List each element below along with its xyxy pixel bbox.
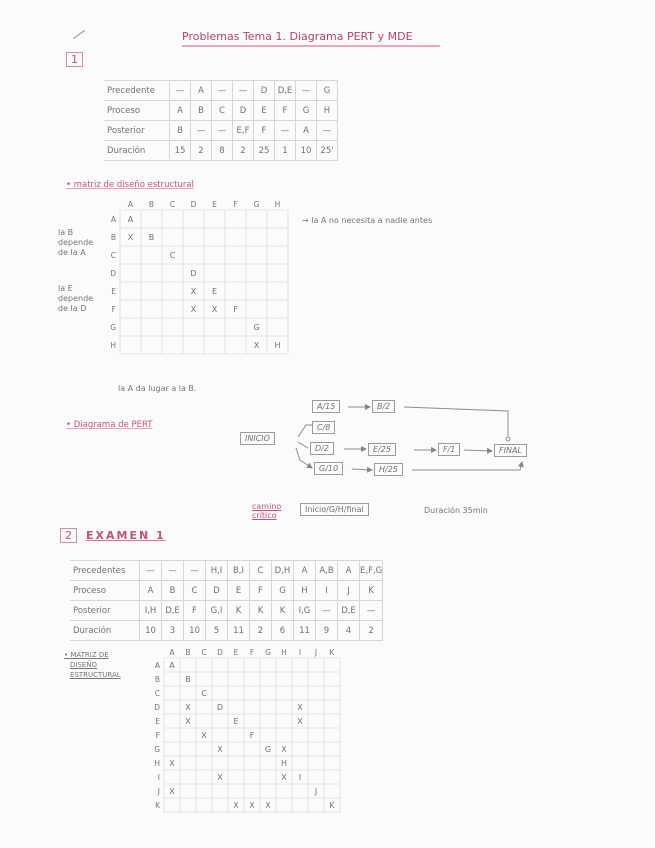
table-cell: I,H xyxy=(140,601,162,621)
table-cell: — xyxy=(233,81,254,101)
junction-final xyxy=(506,437,510,441)
column-header: K xyxy=(329,648,335,657)
process-table-2 xyxy=(70,560,383,641)
diagonal-label: D xyxy=(190,269,197,278)
column-header: C xyxy=(169,200,176,209)
column-header: B xyxy=(185,648,191,657)
table-row xyxy=(70,561,383,581)
column-header: A xyxy=(169,648,175,657)
table-cell: B xyxy=(162,581,184,601)
diagonal-label: K xyxy=(329,801,335,810)
table-cell: 10 xyxy=(296,141,317,161)
dependency-mark: X xyxy=(190,305,197,314)
dependency-mark: X xyxy=(127,233,134,242)
table-cell: 4 xyxy=(338,621,360,641)
dependency-mark: X xyxy=(201,731,207,740)
diagonal-label: B xyxy=(185,675,191,684)
table-cell: A,B xyxy=(316,561,338,581)
table-cell: K xyxy=(250,601,272,621)
table-cell: D,H xyxy=(272,561,294,581)
table-cell: A xyxy=(170,101,191,121)
table-cell: A xyxy=(140,581,162,601)
table-cell: J xyxy=(338,581,360,601)
row-header: A xyxy=(110,215,116,224)
table-row xyxy=(70,601,383,621)
table-cell: 3 xyxy=(162,621,184,641)
table-cell: E xyxy=(228,581,250,601)
arrow-inicio-c xyxy=(298,425,312,437)
dependency-mark: X xyxy=(265,801,271,810)
table-cell: D xyxy=(254,81,275,101)
table-cell: 2 xyxy=(250,621,272,641)
row-header: D xyxy=(154,703,160,712)
row-header: B xyxy=(110,233,116,242)
column-header: D xyxy=(190,200,197,209)
diagonal-label: E xyxy=(211,287,218,296)
table-cell: — xyxy=(360,601,383,621)
table-cell: B,I xyxy=(228,561,250,581)
table-cell: G xyxy=(272,581,294,601)
table-cell: 6 xyxy=(272,621,294,641)
diagonal-label: J xyxy=(314,787,318,796)
pert-node-e: E/25 xyxy=(368,443,396,456)
pert-node-a: A/15 xyxy=(312,400,340,413)
pert-node-g: G/10 xyxy=(314,462,343,475)
table-cell: C xyxy=(250,561,272,581)
section-2-number: 2 xyxy=(60,528,77,543)
row-header: G xyxy=(110,323,116,332)
diagonal-label: H xyxy=(280,759,288,768)
column-header: C xyxy=(201,648,207,657)
row-header: F xyxy=(111,305,116,314)
row-header: I xyxy=(157,773,160,782)
row-header: B xyxy=(154,675,160,684)
pert-node-c: C/8 xyxy=(312,421,335,434)
table-cell: D,E xyxy=(162,601,184,621)
table-cell: 15 xyxy=(170,141,191,161)
pert-node-d: D/2 xyxy=(310,442,334,455)
table-cell: 2 xyxy=(360,621,383,641)
table-cell: E,F,G xyxy=(360,561,383,581)
row-header: H xyxy=(154,759,160,768)
table-row xyxy=(70,581,383,601)
dependency-mark: X xyxy=(297,717,303,726)
table-cell: C xyxy=(184,581,206,601)
table-cell: D xyxy=(233,101,254,121)
critical-path-value: Inicio/G/H/final xyxy=(300,503,369,516)
column-header: H xyxy=(281,648,287,657)
section-1-number: 1 xyxy=(66,52,83,67)
diagonal-label: I xyxy=(298,773,302,782)
column-header: G xyxy=(253,200,260,209)
table-cell: — xyxy=(212,121,233,141)
pert-node-final: FINAL xyxy=(494,444,527,457)
table-cell: — xyxy=(184,561,206,581)
column-header: J xyxy=(314,648,318,657)
table-cell: F xyxy=(250,581,272,601)
column-header: F xyxy=(249,648,255,657)
table-cell: A xyxy=(296,121,317,141)
dependency-mark: X xyxy=(253,341,260,350)
column-header: I xyxy=(298,648,302,657)
matrix-2-heading-line-3: ESTRUCTURAL xyxy=(70,671,121,679)
table-cell: I,G xyxy=(294,601,316,621)
table-cell: H xyxy=(294,581,316,601)
arrow-h-final xyxy=(412,462,522,470)
exam-title: EXAMEN 1 xyxy=(86,529,166,542)
table-cell: — xyxy=(316,601,338,621)
row-header: J xyxy=(157,787,160,796)
diagonal-label: F xyxy=(233,305,238,314)
bullet: • xyxy=(66,180,74,190)
row-header: C xyxy=(154,689,160,698)
row-header: G xyxy=(154,745,160,754)
table-cell: A xyxy=(191,81,212,101)
diagonal-label: A xyxy=(127,215,134,224)
row-label: Proceso xyxy=(104,101,170,121)
matrix-2-heading-line-2: DISEÑO xyxy=(70,661,98,669)
table-cell: 2 xyxy=(191,141,212,161)
matrix-2-heading xyxy=(64,650,121,680)
table-cell: — xyxy=(191,121,212,141)
table-cell: — xyxy=(170,81,191,101)
row-header: A xyxy=(154,661,160,670)
diagonal-label: G xyxy=(264,745,272,754)
table-cell: 2 xyxy=(233,141,254,161)
row-label: Posterior xyxy=(104,121,170,141)
table-cell: 25 xyxy=(254,141,275,161)
table-cell: F xyxy=(275,101,296,121)
table-cell: B xyxy=(170,121,191,141)
dependency-mark: X xyxy=(281,773,287,782)
row-label: Precedentes xyxy=(70,561,140,581)
matrix-1-note-right: → la A no necesita a nadie antes xyxy=(302,216,433,225)
row-label: Duración xyxy=(70,621,140,641)
row-label: Posterior xyxy=(70,601,140,621)
dependency-mark: X xyxy=(233,801,239,810)
table-cell: — xyxy=(162,561,184,581)
matrix-1-heading: • matriz de diseño estructural xyxy=(66,180,194,190)
arrow-b-final xyxy=(404,407,508,436)
diagonal-label: C xyxy=(201,689,207,698)
row-header: C xyxy=(110,251,116,260)
table-row xyxy=(70,621,383,641)
dependency-mark: X xyxy=(249,801,255,810)
table-cell: D,E xyxy=(338,601,360,621)
table-cell: A xyxy=(294,561,316,581)
matrix-1-note-left-2: la E depende de la D xyxy=(58,284,94,313)
dependency-mark: X xyxy=(190,287,197,296)
column-header: D xyxy=(217,648,223,657)
table-cell: 10 xyxy=(184,621,206,641)
table-cell: — xyxy=(140,561,162,581)
row-header: E xyxy=(111,287,116,296)
dependency-mark: X xyxy=(211,305,218,314)
row-label: Proceso xyxy=(70,581,140,601)
page-title: Problemas Tema 1. Diagrama PERT y MDE xyxy=(182,30,413,43)
matrix-1-note-left-1: la B depende de la A xyxy=(58,228,94,257)
diagonal-label: C xyxy=(169,251,176,260)
table-cell: A xyxy=(338,561,360,581)
table-cell: 25' xyxy=(317,141,338,161)
column-header: H xyxy=(274,200,281,209)
diagonal-label: F xyxy=(249,731,255,740)
pert-node-h: H/25 xyxy=(374,463,403,476)
pert-node-b: B/2 xyxy=(372,400,395,413)
table-cell: 10 xyxy=(140,621,162,641)
matrix-1-note-bottom: la A da lugar a la B. xyxy=(118,384,197,393)
table-cell: 8 xyxy=(212,141,233,161)
table-cell: 9 xyxy=(316,621,338,641)
diagonal-label: H xyxy=(274,341,281,350)
column-header: E xyxy=(233,648,239,657)
table-cell: G xyxy=(296,101,317,121)
diagonal-label: B xyxy=(148,233,155,242)
table-cell: F xyxy=(254,121,275,141)
column-header: E xyxy=(212,200,217,209)
arrow-g-h xyxy=(352,469,372,470)
table-cell: 11 xyxy=(228,621,250,641)
column-header: G xyxy=(265,648,271,657)
arrow-inicio-d xyxy=(298,442,308,448)
row-header: K xyxy=(155,801,160,810)
row-header: D xyxy=(110,269,116,278)
dependency-mark: X xyxy=(297,703,303,712)
dependency-mark: X xyxy=(281,745,287,754)
pert-heading: • Diagrama de PERT xyxy=(66,420,153,430)
pert-node-inicio: INICIO xyxy=(240,432,275,445)
arrow-f-final xyxy=(464,450,492,451)
dependency-mark: X xyxy=(217,773,223,782)
table-cell: — xyxy=(317,121,338,141)
table-cell: — xyxy=(212,81,233,101)
critical-path-label: camino crítico xyxy=(252,502,282,520)
table-cell: H,I xyxy=(206,561,228,581)
table-cell: G,I xyxy=(206,601,228,621)
column-header: A xyxy=(127,200,134,209)
dependency-mark: X xyxy=(169,759,175,768)
table-cell: F xyxy=(184,601,206,621)
row-label: Duración xyxy=(104,141,170,161)
row-header: E xyxy=(155,717,160,726)
column-header: F xyxy=(233,200,238,209)
table-cell: 1 xyxy=(275,141,296,161)
row-label: Precedente xyxy=(104,81,170,101)
table-cell: D xyxy=(206,581,228,601)
table-cell: K xyxy=(272,601,294,621)
row-header: F xyxy=(155,731,160,740)
table-cell: G xyxy=(317,81,338,101)
table-cell: 5 xyxy=(206,621,228,641)
table-cell: K xyxy=(360,581,383,601)
bullet: • xyxy=(66,420,74,430)
diagonal-label: D xyxy=(216,703,224,712)
dependency-mark: X xyxy=(185,703,191,712)
table-cell: E xyxy=(254,101,275,121)
table-cell: H xyxy=(317,101,338,121)
diagonal-label: E xyxy=(233,717,239,726)
dependency-mark: X xyxy=(169,787,175,796)
diagonal-label: A xyxy=(169,661,175,670)
dependency-mark: X xyxy=(185,717,191,726)
table-cell: E,F xyxy=(233,121,254,141)
pert-node-f: F/1 xyxy=(438,443,460,456)
matrix-2-heading-line-1: • MATRIZ DE xyxy=(64,651,109,659)
total-duration: Duración 35min xyxy=(424,506,488,515)
table-cell: I xyxy=(316,581,338,601)
table-cell: D,E xyxy=(275,81,296,101)
row-header: H xyxy=(110,341,116,350)
table-cell: — xyxy=(275,121,296,141)
table-cell: B xyxy=(191,101,212,121)
table-cell: 11 xyxy=(294,621,316,641)
table-cell: K xyxy=(228,601,250,621)
column-header: B xyxy=(148,200,155,209)
table-cell: C xyxy=(212,101,233,121)
diagonal-label: G xyxy=(253,323,260,332)
table-cell: — xyxy=(296,81,317,101)
matrix-2-grid xyxy=(146,648,356,813)
dependency-mark: X xyxy=(217,745,223,754)
